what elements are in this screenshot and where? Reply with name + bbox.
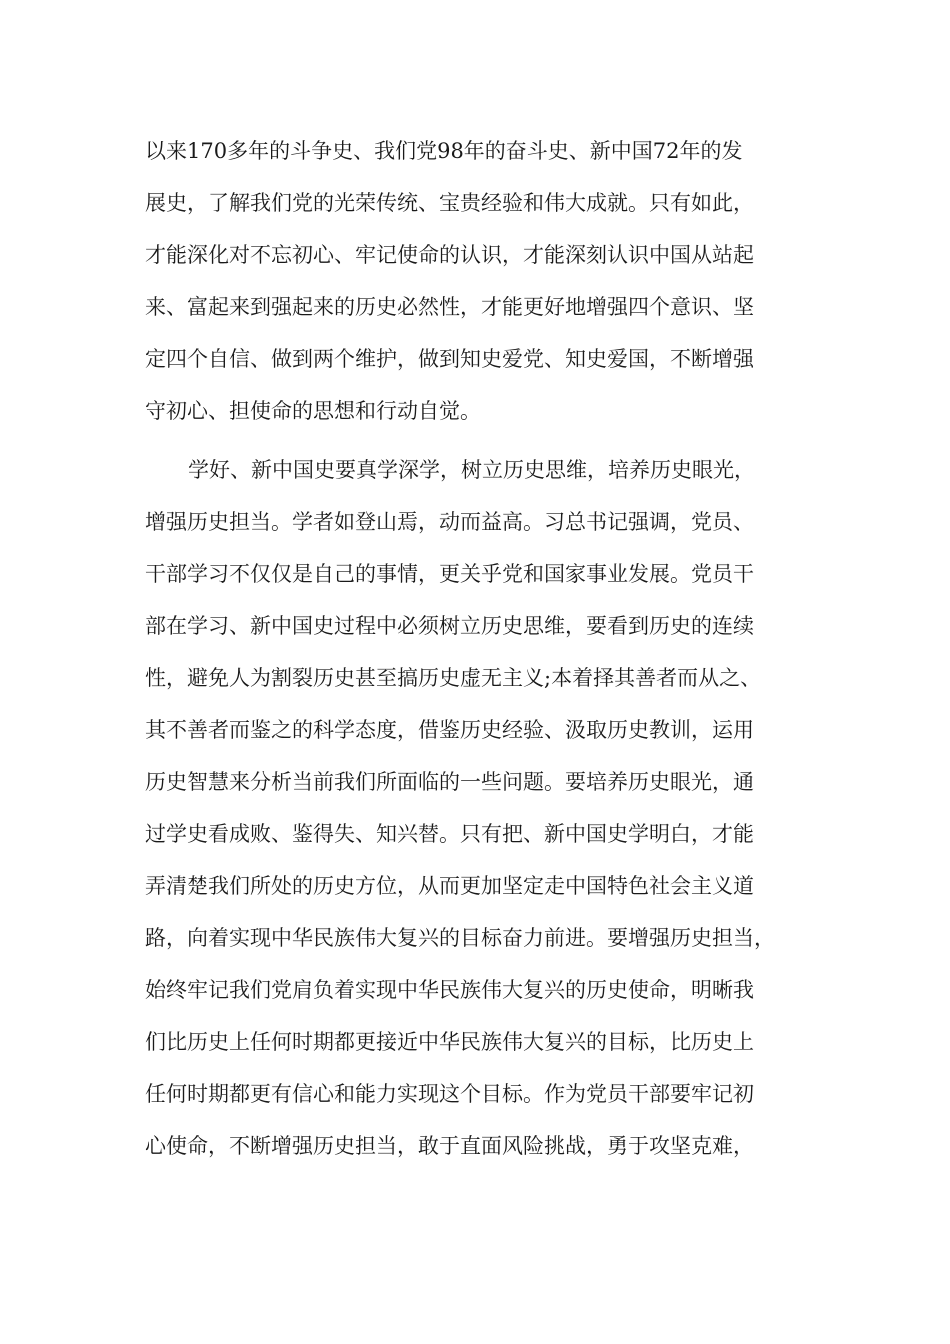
text-line: 始终牢记我们党肩负着实现中华民族伟大复兴的历史使命，明晰我: [145, 978, 754, 1002]
text-line: 其不善者而鉴之的科学态度，借鉴历史经验、汲取历史教训，运用: [145, 718, 754, 742]
text-line: 守初心、担使命的思想和行动自觉。: [145, 399, 481, 423]
text-line: 路，向着实现中华民族伟大复兴的目标奋力前进。要增强历史担当，: [145, 926, 775, 950]
text-line: 任何时期都更有信心和能力实现这个目标。作为党员干部要牢记初: [145, 1082, 754, 1106]
text-line: 们比历史上任何时期都更接近中华民族伟大复兴的目标，比历史上: [145, 1030, 754, 1054]
text-line: 增强历史担当。学者如登山焉，动而益高。习总书记强调，党员、: [145, 510, 754, 534]
text-line: 心使命，不断增强历史担当，敢于直面风险挑战，勇于攻坚克难，: [145, 1134, 754, 1158]
text-line: 部在学习、新中国史过程中必须树立历史思维，要看到历史的连续: [145, 614, 754, 638]
text-line: 学好、新中国史要真学深学，树立历史思维，培养历史眼光，: [188, 458, 755, 482]
text-line: 弄清楚我们所处的历史方位，从而更加坚定走中国特色社会主义道: [145, 874, 754, 898]
text-line: 以来170多年的斗争史、我们党98年的奋斗史、新中国72年的发: [145, 139, 743, 163]
text-line: 性，避免人为割裂历史甚至搞历史虚无主义;本着择其善者而从之、: [145, 666, 762, 690]
text-line: 历史智慧来分析当前我们所面临的一些问题。要培养历史眼光，通: [145, 770, 754, 794]
text-line: 过学史看成败、鉴得失、知兴替。只有把、新中国史学明白，才能: [145, 822, 754, 846]
text-line: 定四个自信、做到两个维护，做到知史爱党、知史爱国，不断增强: [145, 347, 754, 371]
text-line: 才能深化对不忘初心、牢记使命的认识，才能深刻认识中国从站起: [145, 243, 754, 267]
text-line: 展史，了解我们党的光荣传统、宝贵经验和伟大成就。只有如此，: [145, 191, 754, 215]
text-line: 来、富起来到强起来的历史必然性，才能更好地增强四个意识、坚: [145, 295, 754, 319]
text-line: 干部学习不仅仅是自己的事情，更关乎党和国家事业发展。党员干: [145, 562, 754, 586]
